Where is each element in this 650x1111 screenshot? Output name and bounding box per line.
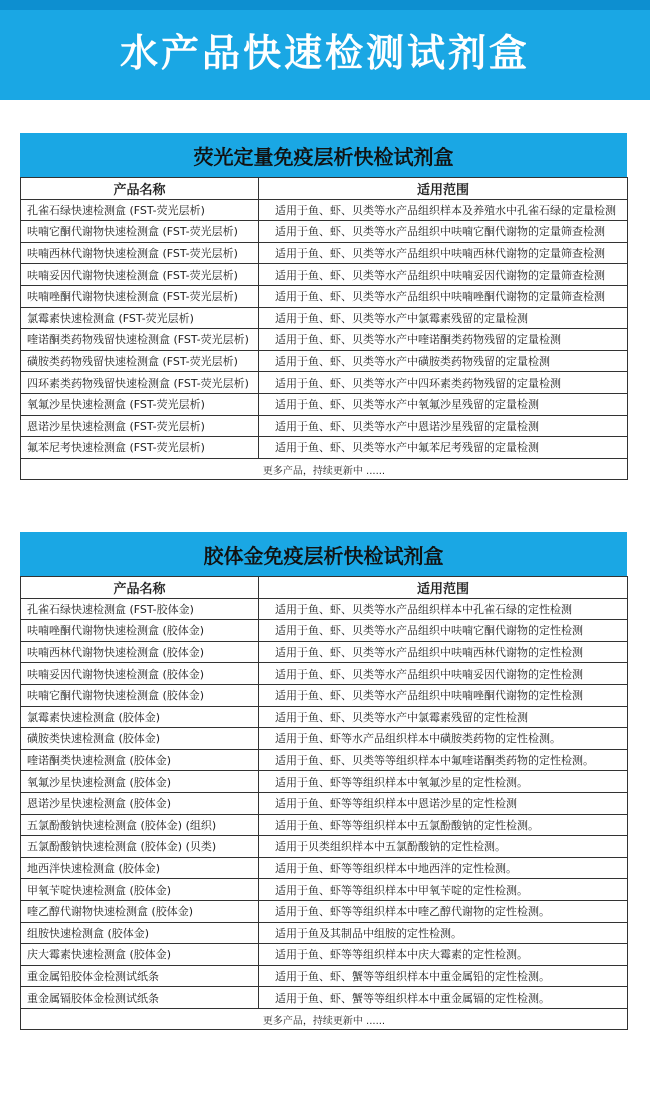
table-row bbox=[21, 307, 628, 329]
table-row bbox=[21, 987, 628, 1009]
product-name-cell: 孔雀石绿快速检测盒 (FST-胶体金) bbox=[21, 598, 259, 620]
table-row bbox=[21, 900, 628, 922]
table-header-row bbox=[21, 577, 628, 599]
table-row bbox=[21, 663, 628, 685]
product-name-cell: 氧氟沙星快速检测盒 (FST-荧光层析) bbox=[21, 393, 259, 415]
product-name-cell: 喹乙醇代谢物快速检测盒 (胶体金) bbox=[21, 900, 259, 922]
product-name-cell: 恩诺沙星快速检测盒 (FST-荧光层析) bbox=[21, 415, 259, 437]
scope-cell: 适用于贝类组织样本中五氯酚酸钠的定性检测。 bbox=[259, 836, 628, 858]
product-name-cell: 甲氧苄啶快速检测盒 (胶体金) bbox=[21, 879, 259, 901]
table-header-row bbox=[21, 178, 628, 200]
fluorescence-kit-section bbox=[20, 133, 627, 480]
colloidal-gold-kit-section bbox=[20, 532, 627, 1030]
scope-cell: 适用于鱼、虾、蟹等等组织样本中重金属镉的定性检测。 bbox=[259, 987, 628, 1009]
product-name-cell: 呋喃妥因代谢物快速检测盒 (胶体金) bbox=[21, 663, 259, 685]
product-name-cell: 重金属铅胶体金检测试纸条 bbox=[21, 965, 259, 987]
table-row bbox=[21, 749, 628, 771]
section-title: 胶体金免疫层析快检试剂盒 bbox=[20, 532, 627, 576]
scope-cell: 适用于鱼、虾等等组织样本中喹乙醇代谢物的定性检测。 bbox=[259, 900, 628, 922]
table-row bbox=[21, 944, 628, 966]
scope-cell: 适用于鱼及其制品中组胺的定性检测。 bbox=[259, 922, 628, 944]
more-products-note: 更多产品，持续更新中 ...... bbox=[21, 1008, 628, 1030]
table-row bbox=[21, 437, 628, 459]
scope-cell: 适用于鱼、虾、贝类等水产中喹诺酮类药物残留的定量检测 bbox=[259, 329, 628, 351]
column-header-product-name: 产品名称 bbox=[21, 178, 259, 200]
scope-cell: 适用于鱼、虾、贝类等等组织样本中氟喹诺酮类药物的定性检测。 bbox=[259, 749, 628, 771]
table-row bbox=[21, 242, 628, 264]
table-row bbox=[21, 792, 628, 814]
product-name-cell: 磺胺类快速检测盒 (胶体金) bbox=[21, 728, 259, 750]
scope-cell: 适用于鱼、虾、贝类等水产中恩诺沙星残留的定量检测 bbox=[259, 415, 628, 437]
product-table bbox=[20, 177, 628, 480]
scope-cell: 适用于鱼、虾、贝类等水产品组织中呋喃它酮代谢物的定量筛查检测 bbox=[259, 221, 628, 243]
page-banner bbox=[0, 0, 650, 100]
product-name-cell: 地西泮快速检测盒 (胶体金) bbox=[21, 857, 259, 879]
product-name-cell: 呋喃妥因代谢物快速检测盒 (FST-荧光层析) bbox=[21, 264, 259, 286]
scope-cell: 适用于鱼、虾、贝类等水产品组织中呋喃它酮代谢物的定性检测 bbox=[259, 620, 628, 642]
scope-cell: 适用于鱼、虾等水产品组织样本中磺胺类药物的定性检测。 bbox=[259, 728, 628, 750]
table-row bbox=[21, 285, 628, 307]
scope-cell: 适用于鱼、虾等等组织样本中甲氧苄啶的定性检测。 bbox=[259, 879, 628, 901]
scope-cell: 适用于鱼、虾、贝类等水产品组织中呋喃西林代谢物的定性检测 bbox=[259, 641, 628, 663]
product-name-cell: 呋喃它酮代谢物快速检测盒 (胶体金) bbox=[21, 684, 259, 706]
table-row bbox=[21, 728, 628, 750]
table-row bbox=[21, 264, 628, 286]
scope-cell: 适用于鱼、虾、贝类等水产中氯霉素残留的定量检测 bbox=[259, 307, 628, 329]
scope-cell: 适用于鱼、虾、贝类等水产品组织样本中孔雀石绿的定性检测 bbox=[259, 598, 628, 620]
product-name-cell: 呋喃西林代谢物快速检测盒 (FST-荧光层析) bbox=[21, 242, 259, 264]
scope-cell: 适用于鱼、虾等等组织样本中庆大霉素的定性检测。 bbox=[259, 944, 628, 966]
product-name-cell: 喹诺酮类药物残留快速检测盒 (FST-荧光层析) bbox=[21, 329, 259, 351]
scope-cell: 适用于鱼、虾、贝类等水产中氯霉素残留的定性检测 bbox=[259, 706, 628, 728]
product-name-cell: 庆大霉素快速检测盒 (胶体金) bbox=[21, 944, 259, 966]
scope-cell: 适用于鱼、虾等等组织样本中地西泮的定性检测。 bbox=[259, 857, 628, 879]
column-header-scope: 适用范围 bbox=[259, 178, 628, 200]
table-row bbox=[21, 221, 628, 243]
table-row bbox=[21, 393, 628, 415]
table-row bbox=[21, 922, 628, 944]
product-name-cell: 氯霉素快速检测盒 (FST-荧光层析) bbox=[21, 307, 259, 329]
table-row bbox=[21, 598, 628, 620]
product-name-cell: 呋喃唑酮代谢物快速检测盒 (胶体金) bbox=[21, 620, 259, 642]
scope-cell: 适用于鱼、虾、贝类等水产中四环素类药物残留的定量检测 bbox=[259, 372, 628, 394]
scope-cell: 适用于鱼、虾等等组织样本中恩诺沙星的定性检测 bbox=[259, 792, 628, 814]
table-row bbox=[21, 706, 628, 728]
product-name-cell: 孔雀石绿快速检测盒 (FST-荧光层析) bbox=[21, 199, 259, 221]
table-row bbox=[21, 620, 628, 642]
scope-cell: 适用于鱼、虾、贝类等水产中磺胺类药物残留的定量检测 bbox=[259, 350, 628, 372]
column-header-product-name: 产品名称 bbox=[21, 577, 259, 599]
product-name-cell: 五氯酚酸钠快速检测盒 (胶体金) (贝类) bbox=[21, 836, 259, 858]
more-products-row bbox=[21, 1008, 628, 1030]
scope-cell: 适用于鱼、虾、贝类等水产品组织中呋喃唑酮代谢物的定性检测 bbox=[259, 684, 628, 706]
scope-cell: 适用于鱼、虾、贝类等水产品组织中呋喃妥因代谢物的定性检测 bbox=[259, 663, 628, 685]
table-row bbox=[21, 836, 628, 858]
scope-cell: 适用于鱼、虾、贝类等水产品组织中呋喃妥因代谢物的定量筛查检测 bbox=[259, 264, 628, 286]
scope-cell: 适用于鱼、虾、贝类等水产品组织中呋喃西林代谢物的定量筛查检测 bbox=[259, 242, 628, 264]
scope-cell: 适用于鱼、虾、贝类等水产中氟苯尼考残留的定量检测 bbox=[259, 437, 628, 459]
table-row bbox=[21, 814, 628, 836]
product-name-cell: 喹诺酮类快速检测盒 (胶体金) bbox=[21, 749, 259, 771]
table-row bbox=[21, 415, 628, 437]
product-table bbox=[20, 576, 628, 1030]
table-row bbox=[21, 965, 628, 987]
scope-cell: 适用于鱼、虾、蟹等等组织样本中重金属铅的定性检测。 bbox=[259, 965, 628, 987]
more-products-row bbox=[21, 458, 628, 480]
product-name-cell: 氧氟沙星快速检测盒 (胶体金) bbox=[21, 771, 259, 793]
scope-cell: 适用于鱼、虾等等组织样本中五氯酚酸钠的定性检测。 bbox=[259, 814, 628, 836]
product-name-cell: 重金属镉胶体金检测试纸条 bbox=[21, 987, 259, 1009]
scope-cell: 适用于鱼、虾、贝类等水产品组织中呋喃唑酮代谢物的定量筛查检测 bbox=[259, 285, 628, 307]
column-header-scope: 适用范围 bbox=[259, 577, 628, 599]
more-products-note: 更多产品，持续更新中 ...... bbox=[21, 458, 628, 480]
table-row bbox=[21, 857, 628, 879]
section-title: 荧光定量免疫层析快检试剂盒 bbox=[20, 133, 627, 177]
page-title: 水产品快速检测试剂盒 bbox=[119, 31, 530, 75]
product-name-cell: 氟苯尼考快速检测盒 (FST-荧光层析) bbox=[21, 437, 259, 459]
table-row bbox=[21, 771, 628, 793]
table-row bbox=[21, 199, 628, 221]
product-name-cell: 组胺快速检测盒 (胶体金) bbox=[21, 922, 259, 944]
banner-stripe bbox=[0, 0, 650, 10]
product-name-cell: 呋喃唑酮代谢物快速检测盒 (FST-荧光层析) bbox=[21, 285, 259, 307]
product-name-cell: 五氯酚酸钠快速检测盒 (胶体金) (组织) bbox=[21, 814, 259, 836]
product-name-cell: 磺胺类药物残留快速检测盒 (FST-荧光层析) bbox=[21, 350, 259, 372]
scope-cell: 适用于鱼、虾、贝类等水产中氧氟沙星残留的定量检测 bbox=[259, 393, 628, 415]
table-row bbox=[21, 641, 628, 663]
table-row bbox=[21, 372, 628, 394]
table-row bbox=[21, 879, 628, 901]
product-name-cell: 呋喃它酮代谢物快速检测盒 (FST-荧光层析) bbox=[21, 221, 259, 243]
table-row bbox=[21, 350, 628, 372]
product-name-cell: 呋喃西林代谢物快速检测盒 (胶体金) bbox=[21, 641, 259, 663]
product-name-cell: 氯霉素快速检测盒 (胶体金) bbox=[21, 706, 259, 728]
table-row bbox=[21, 329, 628, 351]
product-name-cell: 恩诺沙星快速检测盒 (胶体金) bbox=[21, 792, 259, 814]
scope-cell: 适用于鱼、虾等等组织样本中氧氟沙星的定性检测。 bbox=[259, 771, 628, 793]
scope-cell: 适用于鱼、虾、贝类等水产品组织样本及养殖水中孔雀石绿的定量检测 bbox=[259, 199, 628, 221]
table-row bbox=[21, 684, 628, 706]
product-name-cell: 四环素类药物残留快速检测盒 (FST-荧光层析) bbox=[21, 372, 259, 394]
